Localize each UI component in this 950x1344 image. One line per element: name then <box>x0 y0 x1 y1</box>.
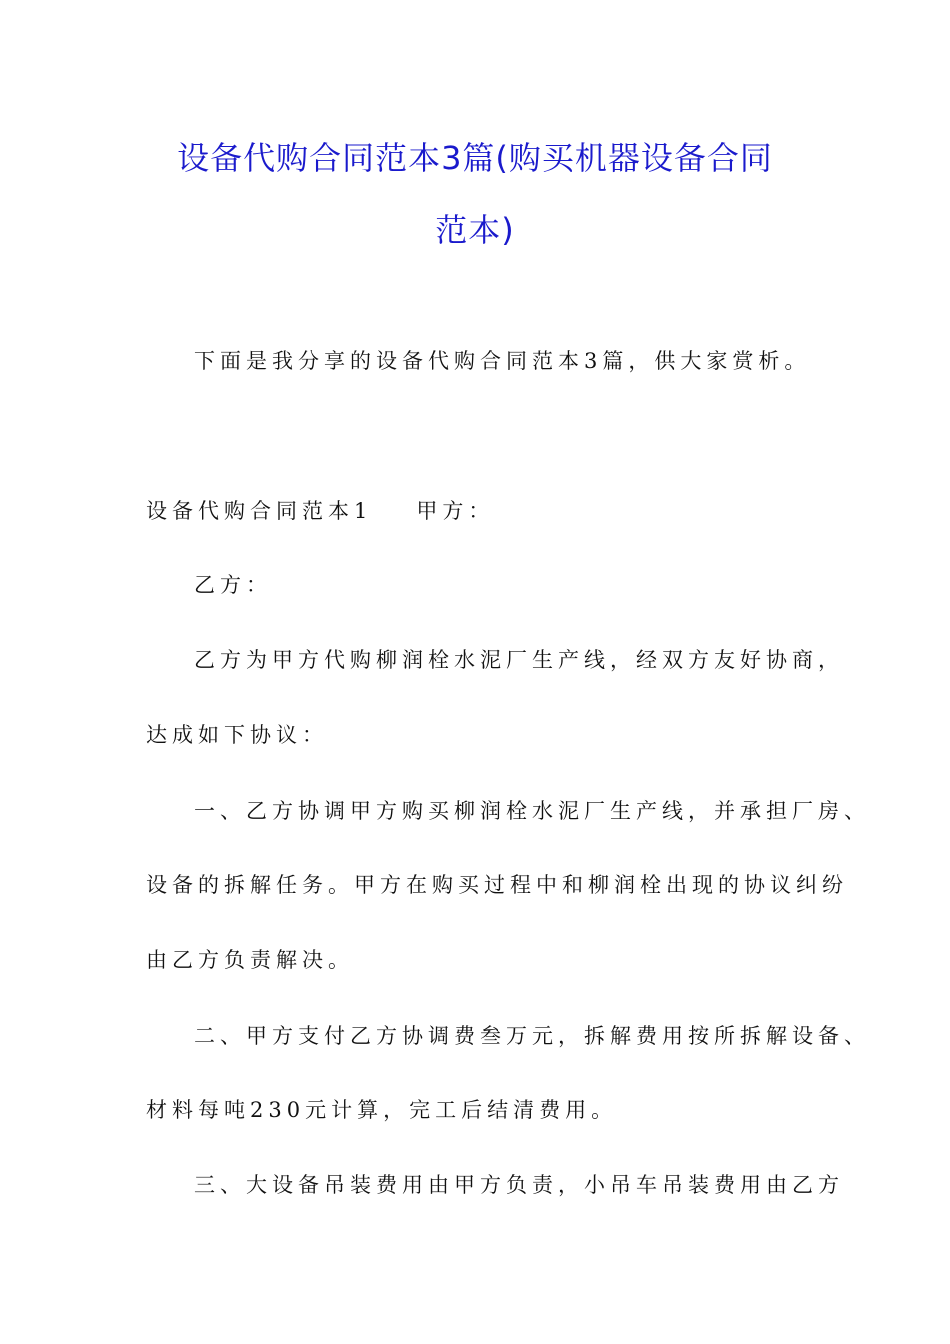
paragraph-1-line-1: 乙方为甲方代购柳润栓水泥厂生产线，经双方友好协商， <box>194 648 844 672</box>
clause-1-line-2: 设备的拆解任务。甲方在购买过程中和柳润栓出现的协议纠纷 <box>146 873 848 897</box>
intro-paragraph: 下面是我分享的设备代购合同范本3篇，供大家赏析。 <box>194 349 811 373</box>
party-a-label: 甲方： <box>416 499 495 523</box>
clause-3-line-1: 三、大设备吊装费用由甲方负责，小吊车吊装费用由乙方 <box>194 1173 844 1197</box>
section-heading-row <box>146 496 494 526</box>
section-heading: 设备代购合同范本1 <box>146 499 373 523</box>
clause-2-line-2: 材料每吨230元计算，完工后结清费用。 <box>146 1098 618 1122</box>
paragraph-1-line-2: 达成如下协议： <box>146 723 328 747</box>
clause-1-line-3: 由乙方负责解决。 <box>146 948 354 972</box>
clause-1-line-1: 一、乙方协调甲方购买柳润栓水泥厂生产线，并承担厂房、 <box>194 799 870 823</box>
document-title-line-1: 设备代购合同范本3篇(购买机器设备合同 <box>177 139 773 177</box>
clause-2-line-1: 二、甲方支付乙方协调费叁万元，拆解费用按所拆解设备、 <box>194 1024 870 1048</box>
document-title-line-2: 范本) <box>435 211 515 249</box>
party-b-label: 乙方： <box>194 573 272 597</box>
